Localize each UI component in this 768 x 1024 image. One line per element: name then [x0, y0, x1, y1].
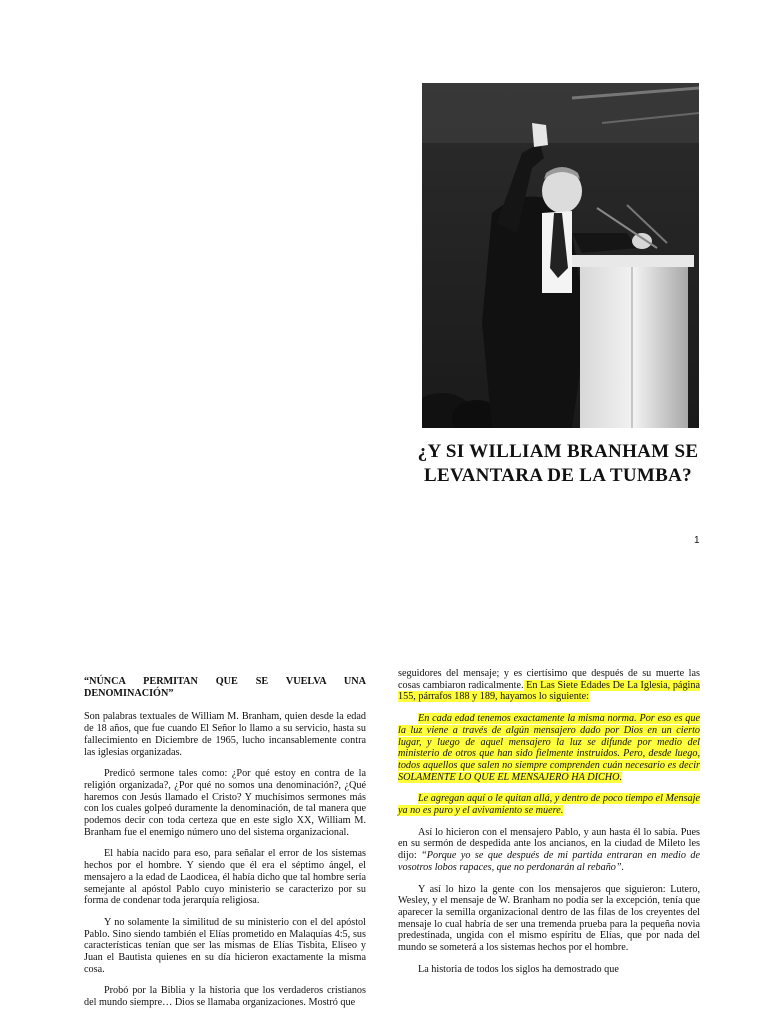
- paragraph-2-right: [398, 827, 700, 874]
- page-title: [398, 440, 718, 488]
- quote-2: [398, 793, 700, 816]
- preacher-photo: [422, 83, 699, 428]
- paragraph-2: Predicó sermone tales como: ¿Por qué estoy en contra de la religión organizada?, ¿Por qué no somos una denominación?, ¿Qué haremos con Jesús llamado el Cristo? Y muchísimos sermones más con los cuales golpeó duramente la denominación, de tal manera que podemos decir con toda certeza que en este siglo XX, William M. Branham fue el enemigo número uno del sistema organizacional.: [84, 768, 366, 838]
- highlighted-reference: En Las Siete Edades De La Iglesia, página 155, párrafos 188 y 189, hayamos lo siguiente:: [398, 679, 700, 703]
- paragraph-3: El había nacido para eso, para señalar el error de los sistemas hechos por el hombre. Y siendo que él era el séptimo ángel, el mensajero a la edad de Laodicea, él había dicho que tal hombre sería semejante al apóstol Pablo cuyo ministerio se caracterizo por su forma de condenar toda jerarquía religiosa.: [84, 848, 366, 907]
- quote-1: [398, 713, 700, 783]
- preacher-at-pulpit-icon: [422, 83, 699, 428]
- page-number: 1: [694, 535, 700, 546]
- paragraph-1: Son palabras textuales de William M. Branham, quien desde la edad de 18 años, que fue cuando El Señor lo llamo a su servicio, hasta su fallecimiento en Diciembre de 1965, lucho incansablemente contra las iglesias organizadas.: [84, 711, 366, 758]
- title-line-1: ¿Y SI WILLIAM BRANHAM SE: [417, 441, 699, 462]
- highlighted-quote-1: En cada edad tenemos exactamente la misma norma. Por eso es que la luz viene a través de algún mensajero dado por Dios en un cierto lugar, y luego de aquel mensajero la luz se difunde por medio del ministerio de otros que han sido fielmente instruidos. Pero, desde luego, todos aquellos que salen no siempre comprenden cuán necesario es decir SOLAMENTE LO QUE EL MENSAJERO HA DICHO.: [398, 713, 700, 783]
- highlighted-quote-2: Le agregan aquí o le quitan allá, y dentro de poco tiempo el Mensaje ya no es puro y el avivamiento se muere.: [398, 793, 700, 817]
- left-column: [84, 672, 366, 1019]
- paragraph-2-plain-text: Así lo hicieron con el mensajero Pablo, y aun hasta él lo sabía. Pues en su sermón de despedida ante los ancianos, en la ciudad de Mileto les dijo:: [398, 826, 700, 862]
- paragraph-1-right: [398, 668, 700, 703]
- paragraph-4-right: La historia de todos los siglos ha demostrado que: [418, 963, 619, 975]
- paragraph-1-plain-text: seguidores del mensaje; y es ciertísimo que después de su muerte las cosas cambiaron radicalmente.: [398, 668, 700, 691]
- paragraph-3-right: Y así lo hizo la gente con los mensajeros que siguieron: Lutero, Wesley, y el mensaje de W. Branham no podía ser la excepción, tenía que aparecer la semilla organizacional dentro de las filas de los creyentes del mensaje lo cual habría de ser una tremenda prueba para la pequeña novia predestinada, ungida con el mismo espíritu de Elías, que por nada del mundo se someterá a los sistemas hechos por el hombre.: [398, 883, 700, 954]
- section-heading: “NÚNCA PERMITAN QUE SE VUELVA UNA DENOMINACIÓN”: [84, 676, 366, 699]
- title-line-2: LEVANTARA DE LA TUMBA?: [424, 465, 692, 486]
- paragraph-2-italic-quote: “Porque yo se que después de mi partida entraran en medio de vosotros lobos rapaces, que no perdonarán al rebaño”.: [398, 850, 700, 873]
- paragraph-4: Y no solamente la similitud de su ministerio con el del apóstol Pablo. Sino siendo también el Elías prometido en Malaquías 4:5, sus características tenían que ser las mismas de Elías Tisbita, Eliseo y Juan el Bautista quienes en su día hicieron exactamente la misma cosa.: [84, 916, 366, 975]
- paragraph-5: Probó por la Biblia y la historia que los verdaderos cristianos del mundo siempre… Dios se llamaba organizaciones. Mostró que: [84, 985, 366, 1009]
- right-column: [398, 668, 700, 985]
